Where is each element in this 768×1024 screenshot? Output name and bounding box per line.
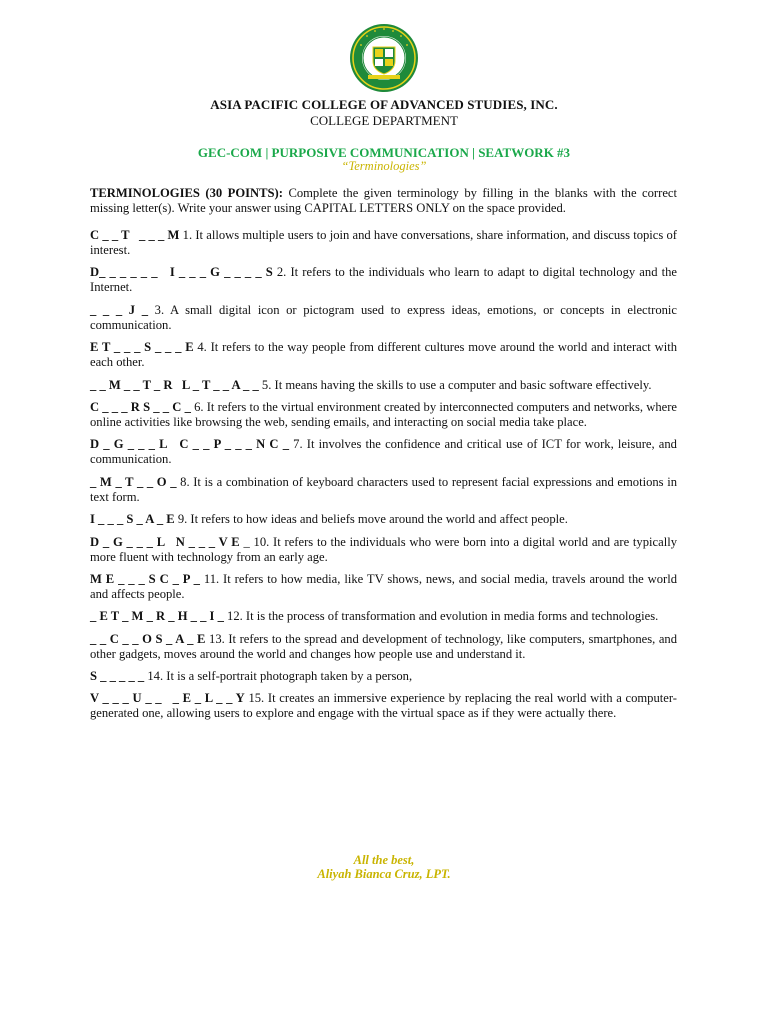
question-text: 3. A small digital icon or pictogram used to express ideas, emotions, or concepts in electronic communication. bbox=[90, 302, 677, 332]
question-item bbox=[90, 265, 677, 295]
question-item bbox=[90, 572, 677, 602]
instructor-signature: Aliyah Bianca Cruz, LPT. bbox=[317, 867, 451, 881]
fill-in-blank[interactable]: C _ _ T _ _ _ M bbox=[90, 228, 180, 242]
question-text: 8. It is a combination of keyboard characters used to represent facial expressions and emotions in text form. bbox=[90, 474, 677, 504]
question-text: 7. It involves the confidence and critical use of ICT for work, leisure, and communication. bbox=[90, 437, 677, 467]
question-item bbox=[90, 378, 677, 393]
fill-in-blank[interactable]: M E _ _ _ S C _ P _ bbox=[90, 571, 200, 586]
fill-in-blank[interactable]: I _ _ _ S _ A _ E bbox=[90, 512, 175, 527]
question-item bbox=[90, 632, 677, 662]
instructions-lead: TERMINOLOGIES (30 POINTS): bbox=[90, 186, 283, 200]
fill-in-blank[interactable]: E T _ _ _ S _ _ _ E bbox=[90, 340, 194, 355]
fill-in-blank[interactable]: V _ _ _ U _ _ _ E _ L _ _ Y bbox=[90, 691, 245, 706]
fill-in-blank[interactable]: D _ G _ _ _ L C _ _ P _ _ _ N C _ bbox=[90, 437, 289, 452]
question-item bbox=[90, 512, 677, 527]
question-item bbox=[90, 609, 677, 624]
instructions-text: Complete the given terminology by filling in the blanks with the correct missing letter(s). Write your answer using CAPITAL LETTERS ONLY on the space provided. bbox=[90, 186, 677, 215]
department-name: COLLEGE DEPARTMENT bbox=[310, 113, 458, 128]
question-item bbox=[90, 437, 677, 467]
fill-in-blank[interactable]: S _ _ _ _ _ bbox=[90, 669, 145, 684]
question-text: 12. It is the process of transformation and evolution in media forms and technologies. bbox=[223, 609, 659, 624]
closing-greeting: All the best, bbox=[353, 853, 415, 867]
question-text: 4. It refers to the way people from different cultures move around the world and interact with each other. bbox=[90, 340, 677, 370]
question-item bbox=[90, 475, 677, 505]
instructions bbox=[90, 186, 677, 216]
fill-in-blank[interactable]: C _ _ _ R S _ _ C _ bbox=[90, 399, 191, 414]
question-text: _ 10. It refers to the individuals who were born into a digital world and are typically more fluent with technology from an early age. bbox=[90, 534, 677, 564]
college-seal-logo bbox=[349, 23, 419, 93]
question-item bbox=[90, 535, 677, 565]
question-item bbox=[90, 691, 677, 721]
fill-in-blank[interactable]: D_ _ _ _ _ _ I _ _ _ G _ _ _ _ S bbox=[90, 265, 273, 280]
fill-in-blank[interactable]: D _ G _ _ _ L N _ _ _ V E bbox=[90, 534, 240, 549]
fill-in-blank[interactable]: _ E T _ M _ R _ H _ _ I _ bbox=[90, 609, 224, 624]
question-text: 1. It allows multiple users to join and have conversations, share information, and discuss topics of interest. bbox=[90, 228, 678, 257]
worksheet-body bbox=[90, 186, 677, 729]
fill-in-blank[interactable]: _ _ C _ _ O S _ A _ E bbox=[90, 631, 206, 646]
question-item bbox=[90, 400, 677, 430]
course-title: GEC-COM | PURPOSIVE COMMUNICATION | SEATWORK #3 bbox=[197, 145, 571, 160]
question-text: 9. It refers to how ideas and beliefs move around the world and affect people. bbox=[174, 512, 568, 527]
fill-in-blank[interactable]: _ _ _ J _ bbox=[90, 302, 149, 317]
question-item bbox=[90, 303, 677, 333]
fill-in-blank[interactable]: _ M _ T _ _ O _ bbox=[90, 474, 177, 489]
activity-topic: “Terminologies” bbox=[341, 159, 427, 173]
question-item bbox=[90, 669, 677, 684]
question-text: 11. It refers to how media, like TV shows, news, and social media, travels around the world and affects people. bbox=[90, 571, 677, 601]
fill-in-blank[interactable]: _ _ M _ _ T _ R L _ T _ _ A _ _ bbox=[90, 377, 259, 392]
question-text: 15. It creates an immersive experience by replacing the real world with a computer-generated one, allowing users to explore and engage with the virtual space as if they were actually there. bbox=[90, 691, 678, 721]
question-text: 13. It refers to the spread and development of technology, like computers, smartphones, and other gadgets, moves around the world and changes how people use and understand it. bbox=[90, 631, 678, 661]
question-item bbox=[90, 228, 677, 258]
school-name: ASIA PACIFIC COLLEGE OF ADVANCED STUDIES, INC. bbox=[210, 97, 558, 112]
question-text: 14. It is a self-portrait photograph taken by a person, bbox=[144, 669, 413, 684]
question-text: 5. It means having the skills to use a computer and basic software effectively. bbox=[258, 377, 652, 392]
question-text: 2. It refers to the individuals who learn to adapt to digital technology and the Internet. bbox=[90, 265, 677, 295]
question-text: 6. It refers to the virtual environment created by interconnected computers and networks, where online activities like browsing the web, sending emails, and interacting on social media take place. bbox=[90, 399, 677, 429]
question-item bbox=[90, 340, 677, 370]
